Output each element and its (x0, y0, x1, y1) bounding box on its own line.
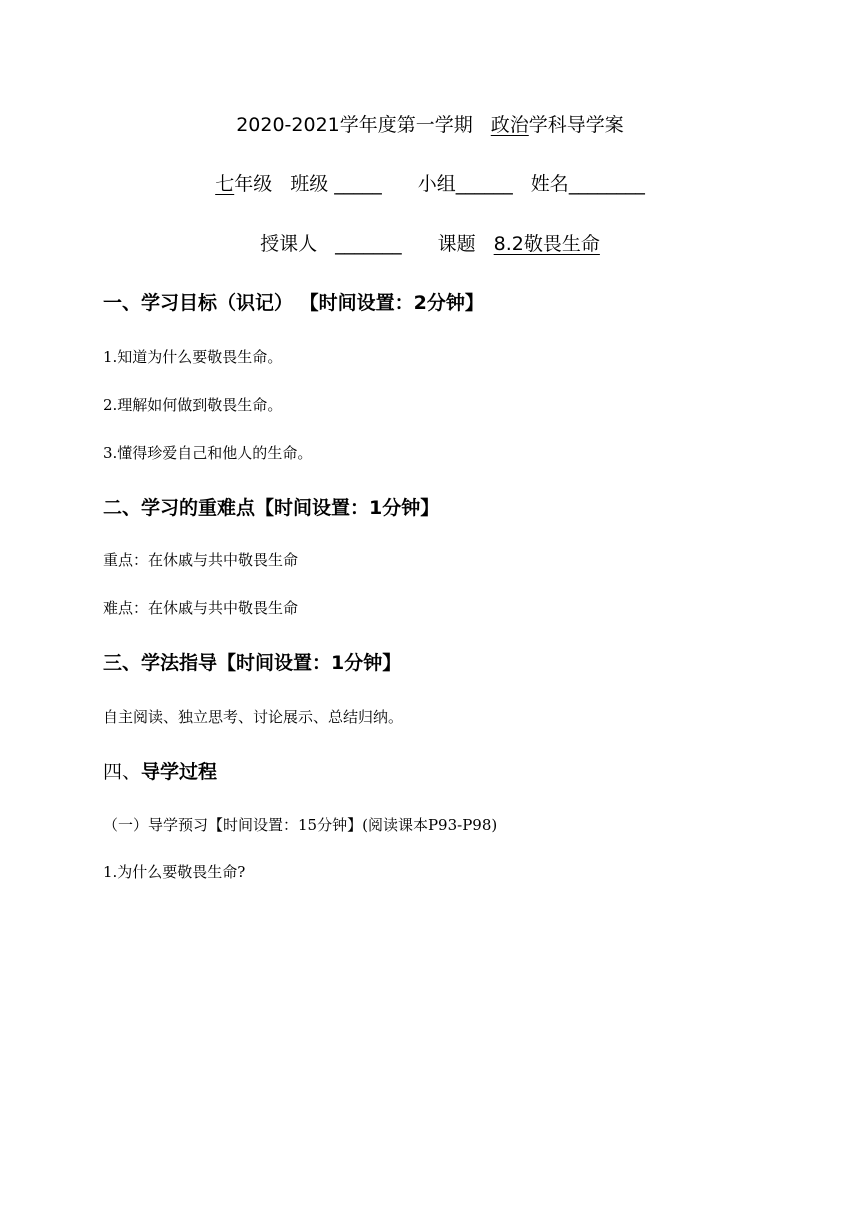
topic-value: 8.2敬畏生命 (493, 233, 600, 255)
key-point: 重点：在休戚与共中敬畏生命 (103, 551, 299, 569)
section-3-heading: 三、学法指导【时间设置：1分钟】 (103, 652, 402, 674)
goal-item-3: 3.懂得珍爱自己和他人的生命。 (103, 444, 313, 462)
class-label: 班级 (290, 173, 329, 195)
teacher-label: 授课人 (260, 233, 318, 255)
title-suffix: 学科导学案 (528, 114, 624, 136)
section-2-heading: 二、学习的重难点【时间设置：1分钟】 (103, 497, 440, 519)
topic-label: 课题 (437, 233, 476, 255)
difficult-point: 难点：在休戚与共中敬畏生命 (103, 599, 299, 617)
grade-char: 七 (215, 173, 235, 195)
subject-value: 政治 (490, 114, 529, 136)
goal-item-2: 2.理解如何做到敬畏生命。 (103, 396, 283, 414)
term-label: 2020-2021学年度第一学期 (236, 114, 473, 136)
name-blank: ________ (568, 173, 645, 195)
lesson-info-line (0, 235, 860, 254)
method-text: 自主阅读、独立思考、讨论展示、总结归纳。 (103, 708, 404, 726)
goal-item-1: 1.知道为什么要敬畏生命。 (103, 348, 283, 366)
group-label: 小组 (417, 173, 456, 195)
grade-label: 年级 (234, 173, 273, 195)
class-blank: _____ (334, 173, 382, 195)
section-4-heading (103, 763, 217, 782)
name-label: 姓名 (530, 173, 569, 195)
preview-question-1: 1.为什么要敬畏生命? (103, 863, 246, 881)
group-blank: ______ (455, 173, 513, 195)
teacher-blank: _______ (335, 233, 402, 255)
student-info-line (0, 175, 860, 194)
section-4-number: 四、 (103, 761, 142, 783)
preview-subheading: （一）导学预习【时间设置：15分钟】(阅读课本P93-P98) (103, 816, 498, 834)
section-4-title: 导学过程 (141, 761, 218, 783)
section-1-heading: 一、学习目标（识记） 【时间设置：2分钟】 (103, 292, 484, 314)
document-title (0, 116, 860, 135)
